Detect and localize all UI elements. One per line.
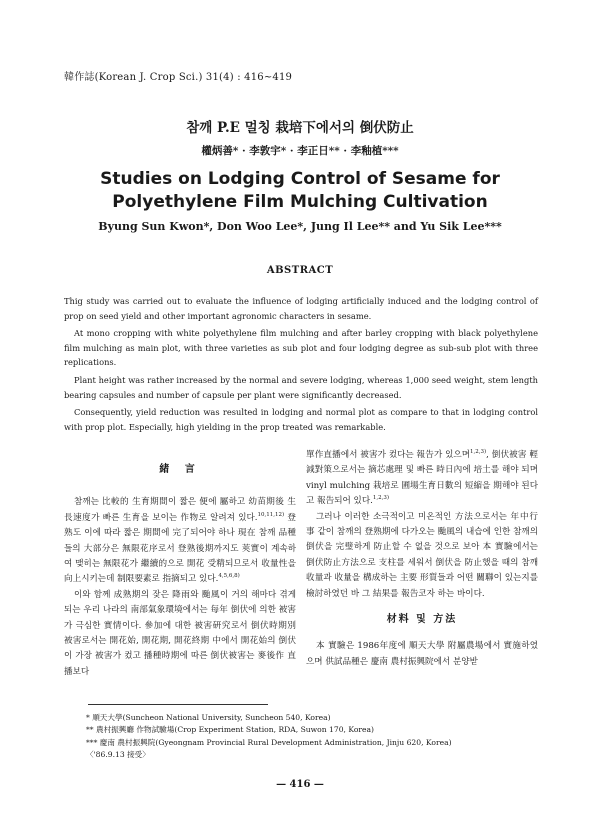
right-text: 單作直播에서 被害가 컸다는 報告가 있으며 [306, 450, 471, 460]
intro-text: 登熟도 이에 따라 짧은 期間에 完了되어야 하나 現在 참깨 品種들의 大部分은 無限花序로서 登熟後期까지도 莢實이 계속하여 맺히는 無限花가 繼續的으로 開花 受精되므로서 收量性을 向上시키는데 制限要素로 指摘되고 있다. [64, 512, 297, 585]
page-number: — 416 — [276, 779, 324, 790]
footnote: *** 慶南 農村振興院(Gyeongnam Provincial Rural Development Administration, Jinju 620, Korea) [86, 737, 452, 747]
abstract-paragraph: Plant height was rather increased by the normal and severe lodging, whereas 1,000 seed weight, stem length bearing capsules and number of capsule per plant were significantly decreased. [64, 374, 538, 400]
citation: 1,2,3) [470, 449, 487, 456]
methods-heading: 材料 및 方法 [386, 614, 458, 626]
intro-paragraph-1 [64, 495, 296, 587]
footnote: * 順天大學(Suncheon National University, Suncheon 540, Korea) [86, 713, 331, 722]
abstract-paragraph: Thig study was carried out to evaluate the influence of lodging artificially induced and the lodging control of prop on seed yield and other important agronomic characters in sesame. [64, 296, 538, 321]
journal-header: 韓作誌(Korean J. Crop Sci.) 31(4) : 416~419 [64, 72, 293, 83]
citation: 1,2,3) [372, 495, 390, 502]
footnote-divider [88, 704, 268, 705]
abstract-heading: ABSTRACT [266, 265, 334, 276]
right-column [306, 448, 538, 670]
left-column [64, 448, 296, 680]
footnote: ** 農村振興廳 作物試驗場(Crop Experiment Station, RDA, Suwon 170, Korea) [86, 725, 375, 735]
right-paragraph-2: 그러나 이러한 소극적이고 미온적인 方法으로서는 年中行事 같이 참깨의 登熟期에 다가오는 颱風의 내습에 인한 참깨의 倒伏을 完璧하게 防止할 수 없을 것으로 보아 本 實驗에서는 倒伏防止方法으로 支柱를 세워서 倒伏을 防止했을 때의 참깨 收量과 收量을 構成하는 主要 形質들과 어떤 關聯이 있는지를 檢討하였던 바 그 結果를 報告코자 하는 바이다. [306, 511, 538, 599]
abstract-paragraph: At mono cropping with white polyethylene film mulching and after barley cropping with black polyethylene film mulching as main plot, with three varieties as sub plot and four lodging degree as sub-sub plot with three replications. [64, 328, 538, 368]
methods-paragraph: 本 實驗은 1986年度에 順天大學 附屬農場에서 實施하였으며 供試品種은 慶南 農村振興院에서 분양받 [306, 641, 538, 667]
right-paragraph-1 [306, 448, 538, 510]
footnote-received-date: 〈'86.9.13 接受〉 [86, 750, 150, 760]
title-english: Studies on Lodging Control of Sesame for Polyethylene Film Mulching Cultivation [100, 169, 500, 212]
intro-paragraph-2: 이와 함께 成熟期의 잦은 降雨와 颱風이 거의 해마다 겪게 되는 우리 나라의 南部氣象環境에서는 每年 倒伏에 의한 被害가 극심한 實情이다. 參加에 대한 被害硏究로서 倒伏時期別 被害로서는 開花始, 開花期, 開花終期 中에서 開花始의 倒伏이 가장 被害가 컸고 播種時期에 따른 倒伏被害는 麥後作 直播보다 [64, 589, 296, 677]
abstract-paragraph: Consequently, yield reduction was resulted in lodging and normal plot as compare to that in lodging control with prop plot. Especially, high yielding in the prop treated was remarkable. [64, 407, 538, 432]
citation: 10,11,12) [257, 511, 285, 518]
intro-text: 참깨는 比較的 生育期間이 짧은 便에 屬하고 幼苗期後 生長速度가 빠른 生育을 보이는 作物로 알려져 있다. [64, 497, 296, 523]
authors-english: Byung Sun Kwon*, Don Woo Lee*, Jung Il Lee** and Yu Sik Lee*** [98, 220, 502, 233]
right-text: , 倒伏被害 輕減對策으로서는 摘芯處理 및 빠른 時日內에 培土를 해야 되며 vinyl mulching 栽培로 圃場生育日數의 短縮을 期해야 된다고 報告되어 있다. [306, 450, 538, 507]
title-korean: 참깨 P.E 멀칭 栽培下에서의 倒伏防止 [186, 120, 414, 136]
citation: 4,5,6,8) [218, 573, 240, 580]
intro-heading: 緒 言 [159, 464, 201, 475]
footnotes [86, 712, 546, 762]
authors-korean: 權炳善* · 李敦宇* · 李正日** · 李釉植*** [201, 145, 399, 157]
abstract-body [64, 294, 538, 437]
